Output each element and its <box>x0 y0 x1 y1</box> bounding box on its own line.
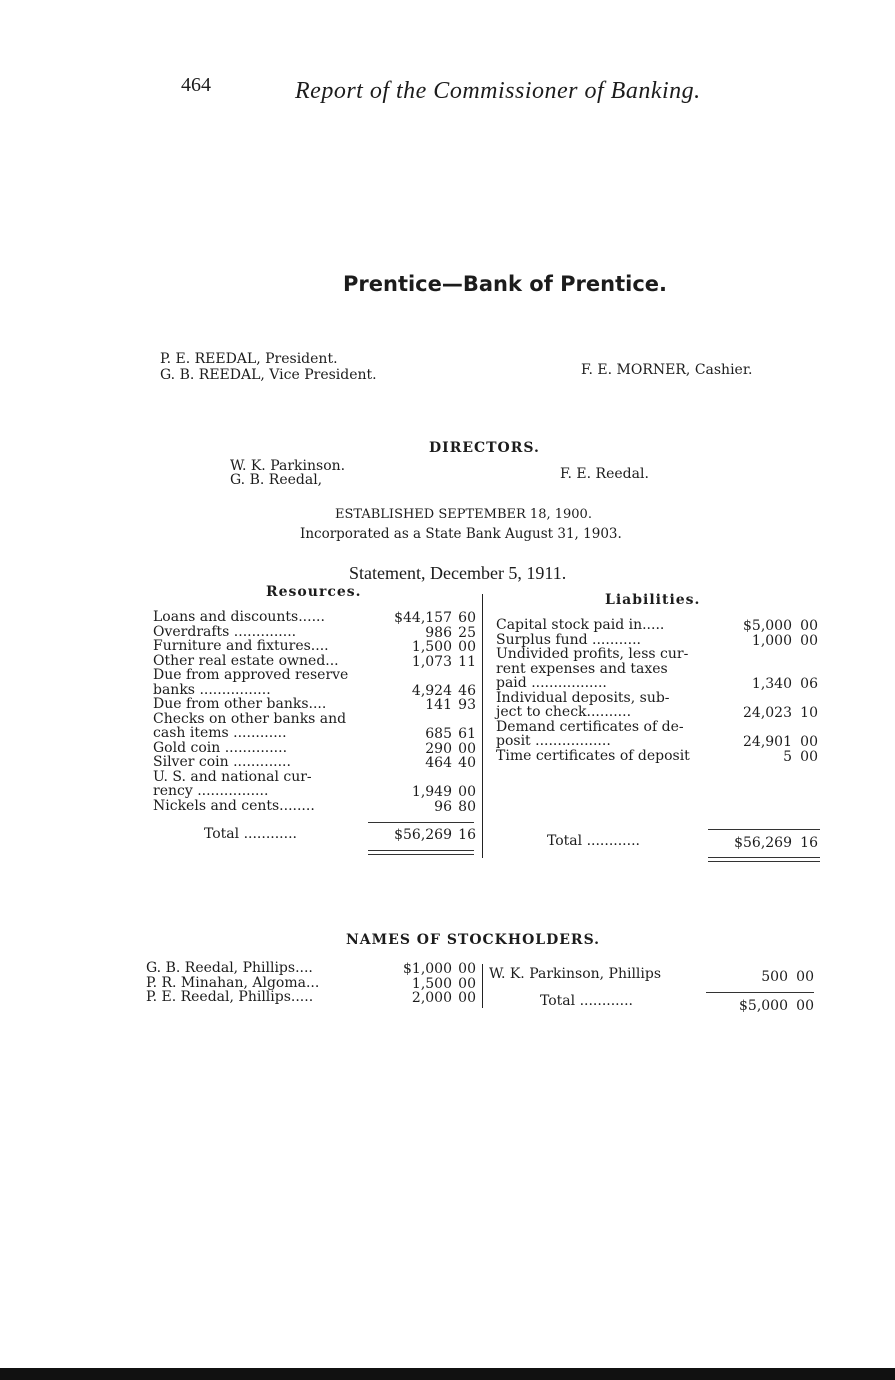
resources-double-rule-top <box>368 850 474 851</box>
resource-row-cents: 40 <box>458 755 476 771</box>
liabilities-double-rule-bottom <box>708 861 820 862</box>
statement-title: Statement, December 5, 1911. <box>349 563 567 583</box>
resource-row-label: cash items ............ <box>153 725 287 741</box>
statement-column-divider <box>482 594 483 858</box>
resources-total-label: Total ............ <box>204 826 297 842</box>
resource-row-cents: 61 <box>458 726 476 742</box>
resources-total-cents: 16 <box>458 827 476 843</box>
liabilities-total-label: Total ............ <box>547 833 640 849</box>
resource-row-cents: 93 <box>458 697 476 713</box>
stockholder-right-label: W. K. Parkinson, Phillips <box>489 966 662 982</box>
liability-row-dollars: 1,340 <box>751 676 792 692</box>
liability-row-dollars: 5 <box>783 748 792 765</box>
resources-double-rule-bottom <box>368 854 474 855</box>
liability-row-cents: 00 <box>800 734 818 750</box>
stockholder-row-cents: 00 <box>458 975 476 992</box>
resource-row-dollars: 685 <box>425 726 452 742</box>
resource-row-dollars: 96 <box>434 798 452 815</box>
stockholder-right-cents: 00 <box>796 969 814 985</box>
resources-title: Resources. <box>266 584 362 600</box>
stockholders-total-label: Total ............ <box>540 993 633 1009</box>
director-right: F. E. Reedal. <box>560 466 649 482</box>
resource-row-cents: 00 <box>458 740 476 757</box>
resource-row-label: Other real estate owned... <box>153 652 339 669</box>
director-left-1: W. K. Parkinson. <box>230 458 346 474</box>
officer-vice-president: G. B. REEDAL, Vice President. <box>160 367 377 383</box>
resources-total-dollars: $56,269 <box>394 827 452 843</box>
officer-president: P. E. REEDAL, President. <box>160 351 338 367</box>
liability-row-label: Individual deposits, sub- <box>496 689 670 706</box>
page-bottom-edge <box>0 1368 895 1380</box>
resource-row-dollars: 290 <box>425 740 452 757</box>
resource-row-label: Furniture and fixtures.... <box>153 638 329 654</box>
directors-title: DIRECTORS. <box>429 440 540 456</box>
resource-row-label: Due from other banks.... <box>153 696 327 712</box>
resource-row-cents: 60 <box>458 610 476 626</box>
stockholder-row-dollars: 2,000 <box>411 990 452 1006</box>
resource-row-cents: 80 <box>458 798 476 815</box>
liabilities-total-dollars: $56,269 <box>734 835 792 851</box>
liabilities-double-rule-top <box>708 857 820 858</box>
resource-row-cents: 00 <box>458 639 476 655</box>
director-left-2: G. B. Reedal, <box>230 472 323 488</box>
liability-row-dollars: $5,000 <box>743 618 792 634</box>
liability-row-label: posit ................. <box>496 733 611 749</box>
officer-cashier: F. E. MORNER, Cashier. <box>581 362 753 378</box>
resource-row-cents: 11 <box>458 653 476 670</box>
resource-row-dollars: 986 <box>425 624 452 641</box>
liability-row-cents: 10 <box>800 705 818 721</box>
stockholder-row-label: P. E. Reedal, Phillips..... <box>146 989 314 1005</box>
stockholders-total-cents: 00 <box>796 998 814 1014</box>
resource-row-dollars: 4,924 <box>411 682 452 699</box>
stockholder-row-cents: 00 <box>458 990 476 1006</box>
liabilities-total-rule <box>708 829 820 830</box>
resource-row-dollars: 141 <box>425 697 452 713</box>
resources-total-rule <box>368 822 474 823</box>
resource-row-dollars: 464 <box>425 755 452 771</box>
stockholders-column-divider <box>482 964 483 1008</box>
resource-row-label: Silver coin ............. <box>153 754 291 770</box>
stockholders-total-dollars: $5,000 <box>739 998 788 1014</box>
stockholders-total-rule <box>706 992 814 993</box>
liability-row-label: rent expenses and taxes <box>496 660 668 677</box>
resource-row-label: Due from approved reserve <box>153 667 349 683</box>
liabilities-title: Liabilities. <box>605 592 701 608</box>
resource-row-label: Overdrafts .............. <box>153 623 297 640</box>
stockholder-row-dollars: 1,500 <box>411 975 452 992</box>
resource-row-cents: 46 <box>458 682 476 699</box>
liability-row-dollars: 1,000 <box>751 632 792 649</box>
liabilities-total-cents: 16 <box>800 835 818 851</box>
resource-row-label: Nickels and cents........ <box>153 797 315 814</box>
liability-row-label: Time certificates of deposit <box>496 747 690 764</box>
resource-row-label: Checks on other banks and <box>153 710 347 727</box>
running-title: Report of the Commissioner of Banking. <box>295 78 701 104</box>
page-number: 464 <box>181 74 211 96</box>
liability-row-cents: 00 <box>800 748 818 765</box>
resource-row-label: U. S. and national cur- <box>153 768 312 785</box>
resource-row-label: Loans and discounts...... <box>153 609 325 625</box>
resource-row-label: rency ................ <box>153 783 269 799</box>
stockholder-row-cents: 00 <box>458 961 476 977</box>
liability-row-label: Demand certificates of de- <box>496 718 684 735</box>
liability-row-cents: 00 <box>800 618 818 634</box>
resource-row-cents: 25 <box>458 624 476 641</box>
liability-row-dollars: 24,901 <box>743 734 792 750</box>
resource-row-cents: 00 <box>458 784 476 800</box>
liability-row-label: Undivided profits, less cur- <box>496 646 689 662</box>
liability-row-dollars: 24,023 <box>743 705 792 721</box>
resource-row-dollars: 1,073 <box>411 653 452 670</box>
stockholders-title: NAMES OF STOCKHOLDERS. <box>346 932 601 948</box>
resource-row-dollars: 1,949 <box>411 784 452 800</box>
incorporated-date: Incorporated as a State Bank August 31, 1903. <box>300 526 622 542</box>
liability-row-cents: 06 <box>800 676 818 692</box>
stockholder-right-dollars: 500 <box>761 969 788 985</box>
liability-row-label: paid ................. <box>496 675 607 691</box>
liability-row-label: ject to check.......... <box>496 704 632 720</box>
liability-row-label: Surplus fund ........... <box>496 631 641 648</box>
established-date: ESTABLISHED SEPTEMBER 18, 1900. <box>335 507 592 522</box>
resource-row-label: banks ................ <box>153 681 271 698</box>
liability-row-label: Capital stock paid in..... <box>496 617 665 633</box>
resource-row-dollars: 1,500 <box>411 639 452 655</box>
liability-row-cents: 00 <box>800 632 818 649</box>
stockholder-row-label: P. R. Minahan, Algoma... <box>146 974 320 991</box>
stockholder-row-dollars: $1,000 <box>403 961 452 977</box>
resource-row-label: Gold coin .............. <box>153 739 288 756</box>
stockholder-row-label: G. B. Reedal, Phillips.... <box>146 960 313 976</box>
resource-row-dollars: $44,157 <box>394 610 452 626</box>
